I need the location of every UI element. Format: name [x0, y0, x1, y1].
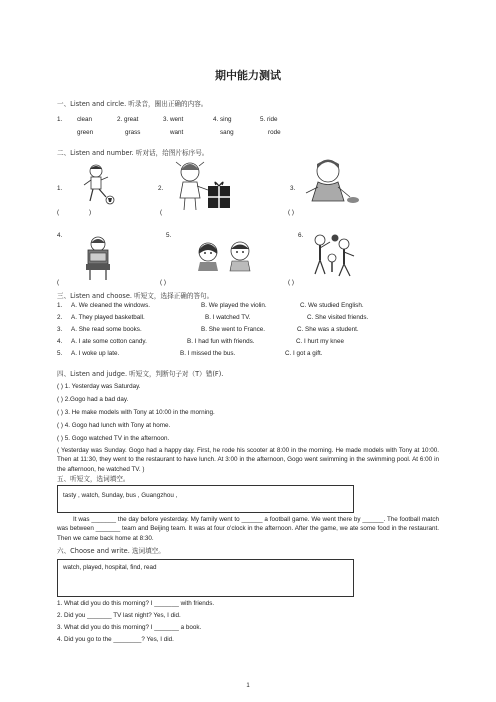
choice-number: 4. — [57, 338, 63, 345]
picture-number: 1. — [57, 185, 63, 192]
picture-number: 3. — [290, 185, 296, 192]
fill-in-item: 2. Did you _______ TV last night? Yes, I did. — [57, 612, 181, 619]
s1-word: 3. went — [163, 116, 184, 123]
choice-a: A. She read some books. — [71, 326, 142, 333]
judge-item: ( ) 2.Gogo had a bad day. — [57, 396, 129, 403]
word-bank: tasty , watch, Sunday, bus , Guangzhou , — [63, 492, 178, 499]
boy-playing-football-picture — [78, 163, 118, 205]
choice-b: B. I watched TV. — [205, 314, 251, 321]
s1-num: 1. — [57, 116, 63, 123]
page-number: 1 — [246, 683, 250, 689]
choice-c: C. I got a gift. — [285, 350, 323, 357]
choice-c: C. We studied English. — [300, 302, 364, 309]
choice-a: A. We cleaned the windows. — [71, 302, 150, 309]
word-bank-box — [57, 485, 354, 513]
s1-word: green — [77, 129, 94, 136]
s1-word: grass — [125, 129, 141, 136]
picture-number: 4. — [57, 232, 63, 239]
s1-word: 5. ride — [260, 116, 278, 123]
girl-painting-picture — [298, 157, 360, 207]
page-title: 期中能力测试 — [215, 69, 281, 82]
answer-paren-right: ) — [89, 209, 92, 216]
judge-item: ( ) 1. Yesterday was Saturday. — [57, 383, 141, 390]
s1-word: want — [170, 129, 184, 136]
picture-number: 6. — [298, 232, 304, 239]
choice-b: B. We played the violin. — [201, 302, 267, 309]
choice-number: 3. — [57, 326, 63, 333]
section-5-heading: 五、听短文，选词填空。 — [57, 475, 130, 483]
s1-word: rode — [268, 129, 281, 136]
fill-in-passage: It was _______ the day before yesterday. My family went to ______ a football game. We went there by ______. The football match was between _______ team and Beijing team. It was at four o'clock in the afternoon. After the game, we ate some food in the restaurant. Then we came back home at 8:30. — [57, 516, 439, 542]
kids-playing-ball-picture — [308, 230, 358, 278]
choice-number: 2. — [57, 314, 63, 321]
answer-paren-left: ( — [57, 209, 60, 216]
judge-item: ( ) 3. He make models with Tony at 10:00 in the morning. — [57, 409, 215, 416]
choice-a: A. They played basketball. — [71, 314, 145, 321]
fill-in-item: 1. What did you do this morning? I _______ with friends. — [57, 600, 215, 607]
choice-c: C. She visited friends. — [307, 314, 369, 321]
answer-paren-left: ( — [160, 209, 163, 216]
choice-number: 5. — [57, 350, 63, 357]
choice-number: 1. — [57, 302, 63, 309]
choice-a: A. I woke up late. — [71, 350, 120, 357]
section-2-heading: 二、Listen and number. 听对话，给图片标序号。 — [57, 149, 209, 157]
two-children-picture — [190, 238, 262, 272]
section-3-heading: 三、Listen and choose. 听短文，选择正确的答句。 — [57, 292, 214, 300]
section-1-heading: 一、Listen and circle. 听录音，圈出正确的内容。 — [57, 100, 208, 108]
choice-b: B. She went to France. — [201, 326, 266, 333]
answer-paren: ( ) — [288, 279, 294, 286]
s1-word: sang — [220, 129, 234, 136]
s1-word: 2. great — [117, 116, 139, 123]
answer-paren-left: ( — [57, 279, 60, 286]
answer-paren: ( ) — [288, 209, 294, 216]
choice-b: B. I had fun with friends. — [187, 338, 255, 345]
fill-in-item: 4. Did you go to the ________? Yes, I did. — [57, 636, 174, 643]
s1-word: 4. sing — [213, 116, 232, 123]
choice-b: B. I missed the bus. — [180, 350, 236, 357]
s1-word: clean — [77, 116, 93, 123]
picture-number: 2. — [158, 185, 164, 192]
section-6-heading: 六、Choose and write. 选词填空。 — [57, 547, 165, 555]
word-bank: watch, played, hospital, find, read — [63, 564, 157, 571]
girl-with-gift-picture — [172, 160, 234, 212]
section-4-heading: 四、Listen and judge. 听短文，判断句子对（T）错(F). — [57, 370, 224, 378]
picture-number: 5. — [166, 232, 172, 239]
choice-a: A. I ate some cotton candy. — [71, 338, 147, 345]
judge-item: ( ) 4. Gogo had lunch with Tony at home. — [57, 422, 171, 429]
fill-in-item: 3. What did you do this morning? I _______ a book. — [57, 624, 202, 631]
answer-paren: ( ) — [160, 279, 166, 286]
listening-passage: ( Yesterday was Sunday. Gogo had a happy day. First, he rode his scooter at 8:00 in the morning. He made models with Tony at 10:00. Then at 11:30, they went to the restaurant to have lunch. At 3:00 in the afternoon, Gogo went swimming in the swimming pool. At 6:00 in the afternoon, he watched TV. ) — [57, 447, 439, 473]
choice-c: C. I hurt my knee — [296, 338, 344, 345]
judge-item: ( ) 5. Gogo watched TV in the afternoon. — [57, 435, 170, 442]
choice-c: C. She was a student. — [297, 326, 359, 333]
boy-reading-picture — [82, 235, 114, 281]
